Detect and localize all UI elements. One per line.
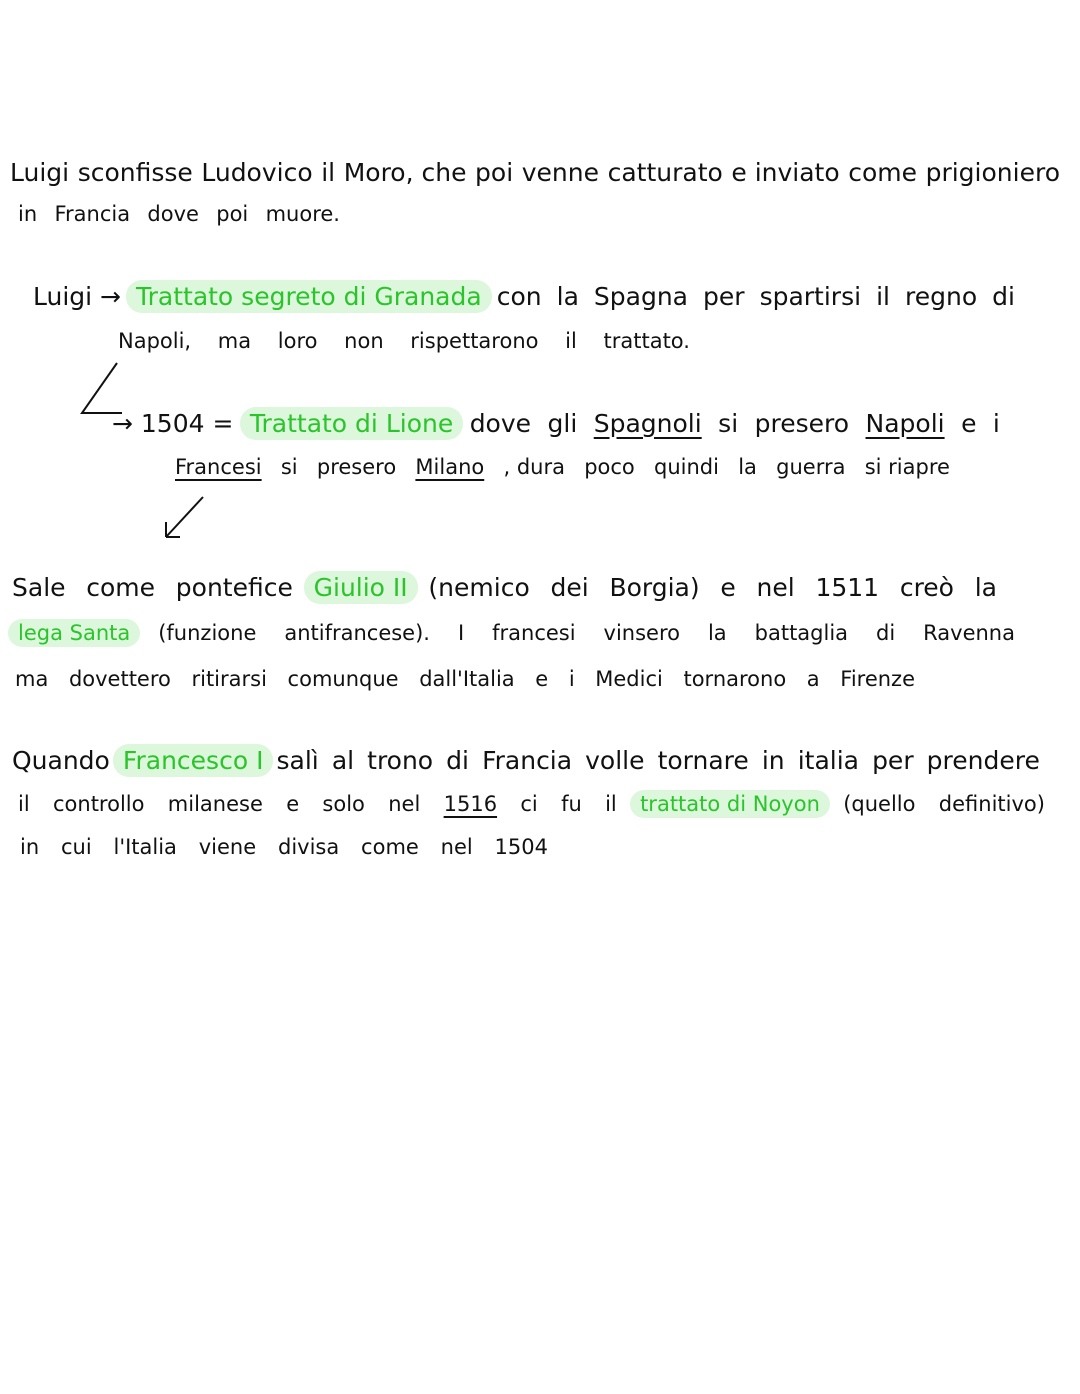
word: pontefice	[175, 572, 293, 602]
text-line	[112, 405, 1000, 441]
word: spartirsi	[759, 281, 862, 311]
word: Francia	[54, 202, 131, 226]
word: guerra	[776, 455, 846, 479]
text-line	[12, 569, 997, 605]
highlighted-term: Trattato segreto di Granada	[126, 280, 492, 313]
word: in	[20, 835, 40, 859]
word: controllo	[52, 792, 145, 816]
word: Ludovico	[201, 157, 313, 187]
word: Medici	[595, 667, 663, 691]
word: il	[876, 281, 890, 311]
word: Spagna	[593, 281, 688, 311]
word: poco	[584, 455, 635, 479]
word: tornare	[657, 745, 749, 775]
word: per	[872, 745, 914, 775]
highlighted-term: Giulio II	[304, 571, 418, 604]
text-line	[20, 829, 548, 865]
word: come	[361, 835, 419, 859]
word: cui	[60, 835, 92, 859]
word: di	[876, 621, 896, 645]
word: non	[344, 329, 384, 353]
word: nel	[756, 572, 795, 602]
word: trattato.	[603, 329, 690, 353]
word: dei	[550, 572, 589, 602]
text-line	[18, 786, 1045, 822]
word: dove	[469, 408, 532, 438]
word: Sale	[12, 572, 66, 602]
word: Napoli,	[118, 329, 192, 353]
word: e	[961, 408, 977, 438]
word: Luigi →	[33, 281, 121, 311]
word: di	[992, 281, 1015, 311]
word: loro	[277, 329, 318, 353]
word: per	[703, 281, 745, 311]
word: i	[568, 667, 575, 691]
word: rispettarono	[410, 329, 539, 353]
text-line	[15, 661, 915, 697]
underlined-word: Milano	[415, 455, 485, 479]
word: dovettero	[68, 667, 171, 691]
word: salì	[276, 745, 319, 775]
word: creò	[899, 572, 954, 602]
word: nel	[388, 792, 421, 816]
word: di	[446, 745, 469, 775]
word: si	[280, 455, 298, 479]
word: Moro, che	[343, 157, 467, 187]
word: i	[992, 408, 1000, 438]
word: in	[761, 745, 785, 775]
word: con	[496, 281, 542, 311]
text-line	[18, 615, 1015, 651]
word: I	[457, 621, 465, 645]
word: la	[707, 621, 727, 645]
word: si riapre	[864, 455, 950, 479]
underlined-word: 1516	[443, 792, 498, 816]
word: regno	[905, 281, 978, 311]
word: presero	[754, 408, 850, 438]
word: venne	[521, 157, 599, 187]
highlighted-term: trattato di Noyon	[630, 790, 830, 818]
word: l'Italia	[113, 835, 177, 859]
word: muore.	[265, 202, 340, 226]
word: tornarono	[683, 667, 787, 691]
text-line	[118, 323, 690, 359]
text-line	[10, 154, 1060, 190]
word: Luigi	[10, 157, 70, 187]
word: → 1504 =	[112, 408, 234, 438]
highlighted-term: lega Santa	[8, 619, 140, 647]
word: e	[286, 792, 300, 816]
word: al	[331, 745, 355, 775]
word: Ravenna	[923, 621, 1015, 645]
highlighted-term: Francesco I	[113, 744, 274, 777]
word: divisa	[277, 835, 340, 859]
word: Borgia)	[609, 572, 700, 602]
word: la	[738, 455, 757, 479]
underlined-word: Francesi	[175, 455, 262, 479]
word: la	[556, 281, 579, 311]
word: Quando	[12, 745, 110, 775]
word: volle	[585, 745, 645, 775]
word: il	[321, 157, 336, 187]
word: battaglia	[754, 621, 849, 645]
word: , dura	[503, 455, 565, 479]
down-left-arrow-icon	[158, 492, 210, 544]
text-line	[18, 196, 340, 232]
word: la	[974, 572, 997, 602]
word: ritirarsi	[191, 667, 267, 691]
word: come	[86, 572, 156, 602]
word: 1504	[494, 835, 548, 859]
bent-arrow-icon	[70, 358, 130, 428]
text-line	[12, 742, 1040, 778]
word: il	[605, 792, 617, 816]
word: fu	[561, 792, 582, 816]
word: 1511	[815, 572, 880, 602]
text-line	[175, 449, 950, 485]
underlined-word: Spagnoli	[593, 408, 702, 438]
word: vinsero	[603, 621, 680, 645]
word: prigioniero	[925, 157, 1060, 187]
word: a	[806, 667, 820, 691]
word: e	[720, 572, 736, 602]
word: definitivo)	[938, 792, 1045, 816]
word: quindi	[654, 455, 719, 479]
word: il	[18, 792, 30, 816]
word: il	[565, 329, 577, 353]
word: milanese	[167, 792, 263, 816]
word: (funzione	[158, 621, 257, 645]
word: come	[848, 157, 918, 187]
highlighted-term: Trattato di Lione	[240, 407, 463, 440]
text-line	[33, 278, 1015, 314]
word: comunque	[287, 667, 399, 691]
word: Francia	[482, 745, 573, 775]
word: trono	[367, 745, 434, 775]
word: catturato	[607, 157, 723, 187]
word: si	[718, 408, 739, 438]
word: francesi	[492, 621, 576, 645]
word: e	[535, 667, 549, 691]
word: ma	[217, 329, 252, 353]
word: e inviato	[731, 157, 840, 187]
word: poi	[216, 202, 249, 226]
underlined-word: Napoli	[865, 408, 945, 438]
word: ci	[520, 792, 538, 816]
word: nel	[440, 835, 473, 859]
word: Firenze	[840, 667, 915, 691]
word: sconfisse	[77, 157, 193, 187]
word: poi	[475, 157, 514, 187]
word: dove	[147, 202, 199, 226]
word: presero	[316, 455, 397, 479]
word: antifrancese).	[284, 621, 430, 645]
word: in	[18, 202, 38, 226]
word: solo	[322, 792, 365, 816]
word: (nemico	[428, 572, 530, 602]
word: prendere	[926, 745, 1040, 775]
word: (quello	[843, 792, 916, 816]
word: italia	[797, 745, 859, 775]
word: viene	[198, 835, 257, 859]
word: dall'Italia	[419, 667, 515, 691]
word: ma	[15, 667, 49, 691]
word: gli	[547, 408, 578, 438]
